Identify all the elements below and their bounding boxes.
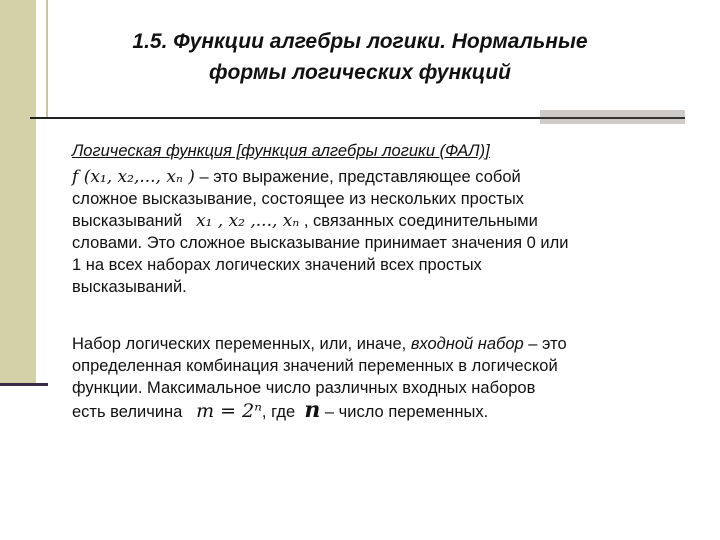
input-set-line-4-mid: , где bbox=[261, 403, 296, 421]
sidebar-gap bbox=[36, 0, 46, 325]
definition-line-4: словами. Это сложное высказывание принимает значения 0 или bbox=[72, 234, 569, 252]
definition-line-3-start: высказываний bbox=[72, 212, 183, 230]
slide-title bbox=[60, 26, 660, 88]
definition-line-2: сложное высказывание, состоящее из нескольких простых bbox=[72, 190, 524, 208]
input-set-line-4-rest: – число переменных. bbox=[324, 403, 489, 421]
formula-function: f (x₁, x₂,..., xₙ ) bbox=[72, 167, 195, 187]
definition-line-6: высказываний. bbox=[72, 278, 187, 296]
definition-line-1 bbox=[72, 166, 568, 188]
title-line-1: 1.5. Функции алгебры логики. Нормальные bbox=[132, 30, 588, 53]
input-set-term: входной набор bbox=[410, 335, 524, 353]
definition-line-1-text: – это выражение, представляющее собой bbox=[199, 168, 521, 186]
definition-line-3-rest: , связанных соединительными bbox=[303, 212, 538, 230]
input-set-line-4 bbox=[72, 399, 567, 423]
input-set-line-4-start: есть величина bbox=[72, 403, 183, 421]
input-set-line-1-rest: – это bbox=[528, 335, 567, 353]
definition-paragraph bbox=[72, 166, 568, 298]
input-set-line-1-start: Набор логических переменных, или, иначе, bbox=[72, 335, 407, 353]
definition-heading: Логическая функция [функция алгебры логики (ФАЛ)] bbox=[72, 142, 490, 160]
sidebar-decoration bbox=[0, 0, 36, 325]
input-set-line-3: функции. Максимальное число различных входных наборов bbox=[72, 379, 536, 397]
formula-max-sets: m = 2ⁿ bbox=[196, 400, 262, 422]
input-set-line-2: определенная комбинация значений переменных в логической bbox=[72, 357, 558, 375]
definition-line-3 bbox=[72, 210, 568, 232]
formula-variables: x₁ , x₂ ,..., xₙ bbox=[195, 211, 300, 231]
sidebar-strip bbox=[46, 0, 48, 118]
formula-n: n bbox=[304, 397, 321, 423]
sidebar-lower-decoration bbox=[0, 325, 36, 385]
accent-box-line bbox=[540, 117, 685, 119]
sidebar-bottom-line bbox=[0, 383, 48, 386]
input-set-line-1 bbox=[72, 333, 567, 355]
title-line-2: формы логических функций bbox=[208, 61, 512, 84]
definition-line-5: 1 на всех наборах логических значений всех простых bbox=[72, 256, 482, 274]
input-set-paragraph bbox=[72, 333, 567, 423]
